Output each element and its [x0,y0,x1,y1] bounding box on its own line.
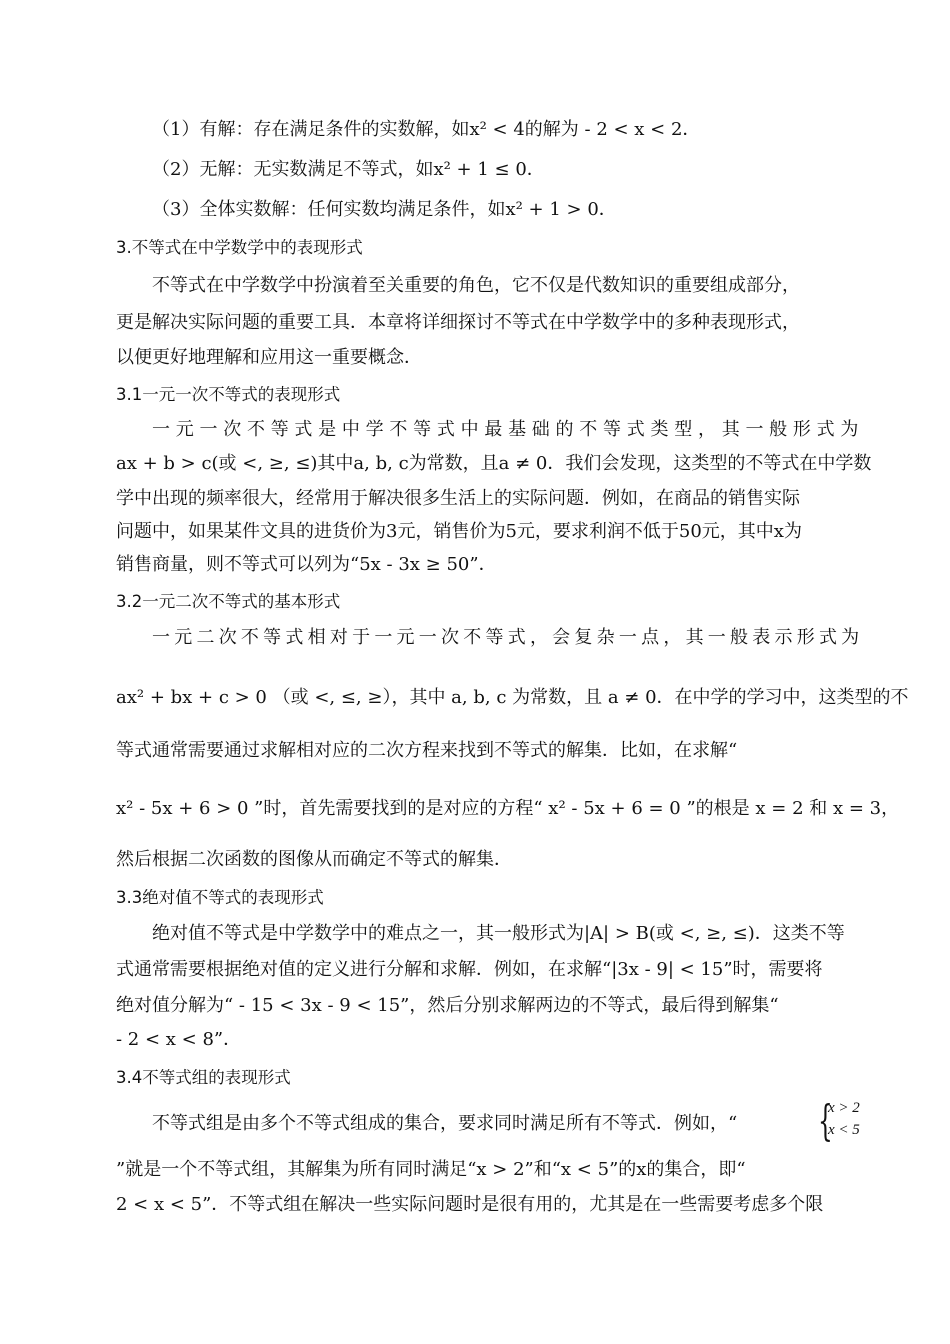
paragraph-line: ax² + bx + c > 0 （或 <, ≤, ≥），其中 a, b, c 为常数，且 a ≠ 0．在中学的学习中，这类型的不 [116,687,909,708]
paragraph-line: 不等式组是由多个不等式组成的集合，要求同时满足所有不等式．例如，“ [152,1113,738,1134]
paragraph-line: 销售商量，则不等式可以列为“5x - 3x ≥ 50”． [116,554,497,575]
inequality-system [818,1098,878,1146]
paragraph-line: - 2 < x < 8”． [116,1029,242,1050]
case-has-solution: （1）有解：存在满足条件的实数解，如x² < 4的解为 - 2 < x < 2． [152,119,701,140]
paragraph-line: 等式通常需要通过求解相对应的二次方程来找到不等式的解集．比如，在求解“ [116,740,738,761]
paragraph-line: 以便更好地理解和应用这一重要概念． [116,347,422,368]
paragraph-line: 一元二次不等式相对于一元一次不等式，会复杂一点，其一般表示形式为 [152,627,862,648]
paragraph-line: 2 < x < 5”．不等式组在解决一些实际问题时是很有用的，尤其是在一些需要考虑多个限 [116,1194,824,1215]
paragraph-line: 问题中，如果某件文具的进货价为3元，销售价为5元，要求利润不低于50元，其中x为 [116,521,802,542]
system-row: x < 5 [828,1122,860,1138]
paragraph-line: 绝对值分解为“ - 15 < 3x - 9 < 15”，然后分别求解两边的不等式，最后得到解集“ [116,995,779,1016]
section-heading-3: 3.不等式在中学数学中的表现形式 [116,238,363,257]
paragraph-line: x² - 5x + 6 > 0 ”时，首先需要找到的是对应的方程“ x² - 5x + 6 = 0 ”的根是 x = 2 和 x = 3， [116,798,900,819]
section-heading-3-3: 3.3绝对值不等式的表现形式 [116,888,324,907]
paragraph-line: 然后根据二次函数的图像从而确定不等式的解集． [116,849,512,870]
section-heading-3-2: 3.2一元二次不等式的基本形式 [116,592,341,611]
paragraph-line: ”就是一个不等式组，其解集为所有同时满足“x > 2”和“x < 5”的x的集合，即“ [116,1159,746,1180]
paragraph-line: 绝对值不等式是中学数学中的难点之一，其一般形式为|A| > B(或 <, ≥, ≤)．这类不等 [152,923,845,944]
section-heading-3-4: 3.4不等式组的表现形式 [116,1068,291,1087]
paragraph-line: 更是解决实际问题的重要工具．本章将详细探讨不等式在中学数学中的多种表现形式， [116,312,800,333]
paragraph-line: ax + b > c(或 <, ≥, ≤)其中a, b, c为常数，且a ≠ 0．我们会发现，这类型的不等式在中学数 [116,453,872,474]
paragraph-line: 学中出现的频率很大，经常用于解决很多生活上的实际问题．例如，在商品的销售实际 [116,488,800,509]
paragraph-line: 式通常需要根据绝对值的定义进行分解和求解．例如，在求解“|3x - 9| < 15”时，需要将 [116,959,823,980]
case-no-solution: （2）无解：无实数满足不等式，如x² + 1 ≤ 0． [152,159,545,180]
left-brace-icon: { [818,1096,833,1145]
section-heading-3-1: 3.1一元一次不等式的表现形式 [116,385,341,404]
case-all-reals: （3）全体实数解：任何实数均满足条件，如x² + 1 > 0． [152,199,617,220]
paragraph-line: 不等式在中学数学中扮演着至关重要的角色，它不仅是代数知识的重要组成部分， [152,275,800,296]
paragraph-line: 一元一次不等式是中学不等式中最基础的不等式类型，其一般形式为 [152,419,862,440]
system-row: x > 2 [828,1100,860,1116]
